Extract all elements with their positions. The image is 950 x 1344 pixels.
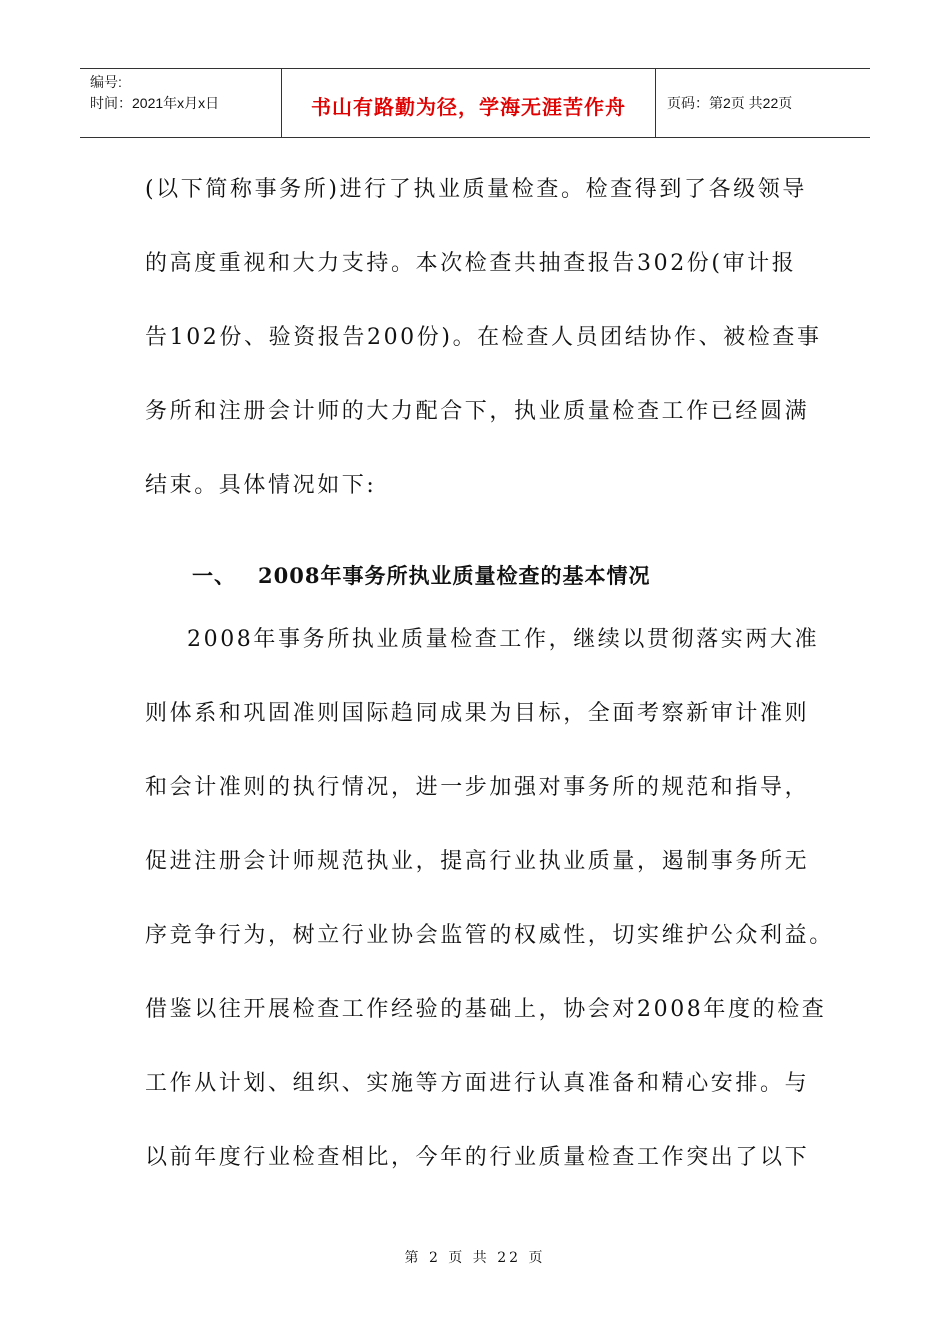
- header-page-cell: [655, 69, 870, 137]
- header-motto: 书山有路勤为径，学海无涯苦作舟: [311, 97, 626, 119]
- body-line: 促进注册会计师规范执业，提高行业执业质量，遏制事务所无: [145, 849, 810, 874]
- header-motto-cell: [281, 69, 656, 137]
- header-meta-cell: [80, 69, 280, 137]
- section-heading: [192, 560, 650, 590]
- document-date-label: 时间：2021年x月x日: [90, 95, 220, 111]
- body-line: 工作从计划、组织、实施等方面进行认真准备和精心安排。与: [145, 1071, 810, 1096]
- body-line: 结束。具体情况如下:: [145, 473, 377, 498]
- page-footer: 第 2 页 共 22 页: [404, 1250, 546, 1266]
- body-line: (以下简称事务所)进行了执业质量检查。检查得到了各级领导: [145, 177, 807, 202]
- body-line: 以前年度行业检查相比，今年的行业质量检查工作突出了以下: [145, 1145, 810, 1170]
- body-line: 告102份、验资报告200份)。在检查人员团结协作、被检查事: [145, 325, 822, 350]
- document-header: [80, 68, 870, 138]
- body-line: 的高度重视和大力支持。本次检查共抽查报告302份(审计报: [145, 251, 797, 276]
- header-page-info: 页码：第2页 共22页: [667, 95, 793, 111]
- body-line: 和会计准则的执行情况，进一步加强对事务所的规范和指导，: [145, 775, 810, 800]
- body-line: 借鉴以往开展检查工作经验的基础上，协会对2008年度的检查: [145, 997, 827, 1022]
- body-line: 务所和注册会计师的大力配合下，执业质量检查工作已经圆满: [145, 399, 810, 424]
- document-number-label: 编号:: [90, 74, 122, 90]
- section-heading-text: 2008年事务所执业质量检查的基本情况: [258, 563, 651, 588]
- section-heading-number: 一、: [192, 563, 236, 588]
- body-line: 则体系和巩固准则国际趋同成果为目标，全面考察新审计准则: [145, 701, 810, 726]
- body-line: 序竞争行为，树立行业协会监管的权威性，切实维护公众利益。: [145, 923, 834, 948]
- body-line: 2008年事务所执业质量检查工作，继续以贯彻落实两大准: [187, 627, 820, 652]
